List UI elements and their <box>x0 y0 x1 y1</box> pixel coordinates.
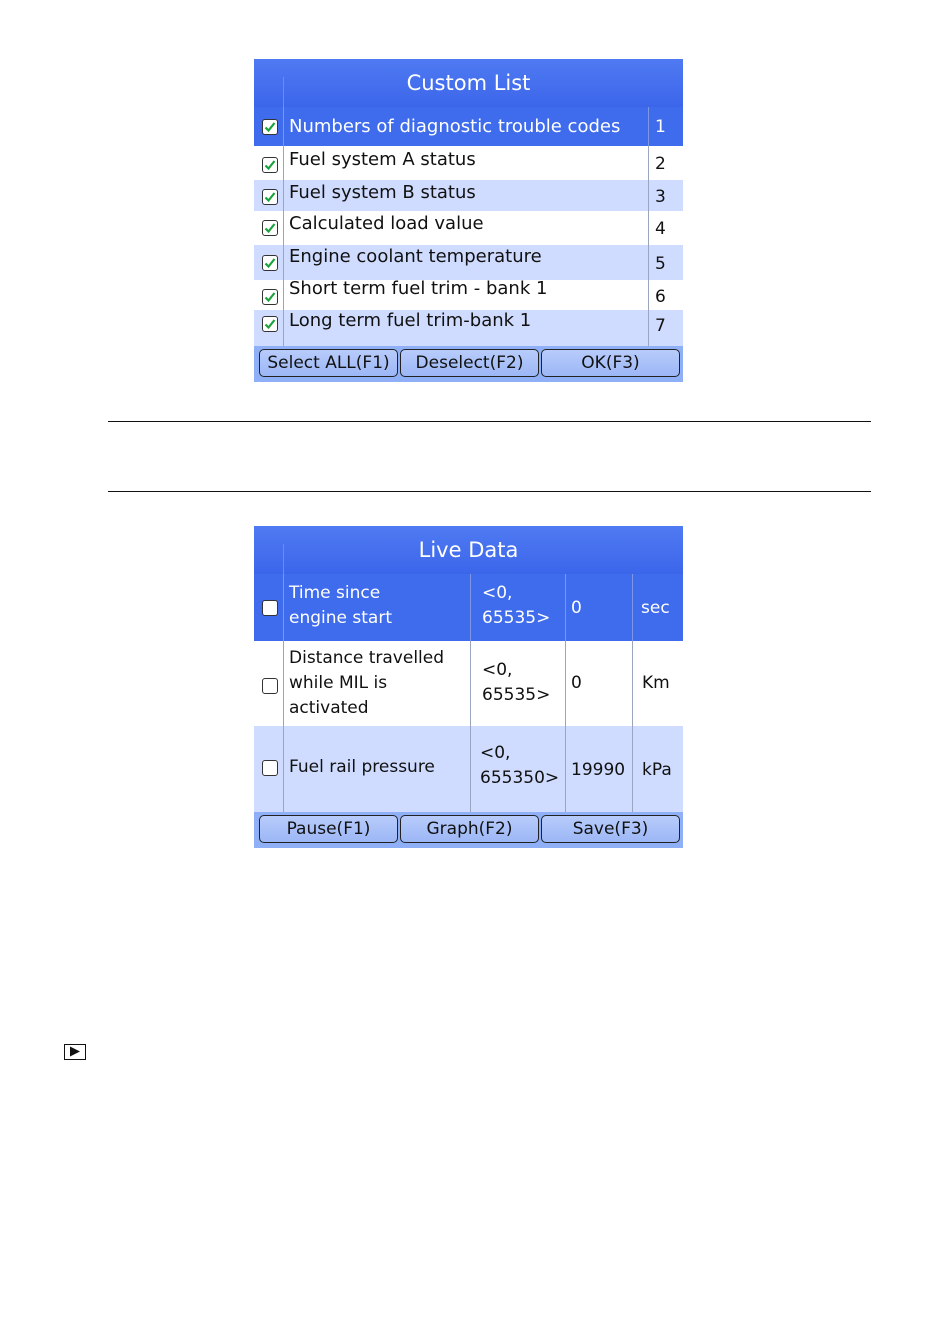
custom-list-item-label: Short term fuel trim - bank 1 <box>289 278 548 299</box>
custom-list-item[interactable] <box>254 146 683 180</box>
pid-name: Fuel rail pressure <box>289 757 435 777</box>
pid-name: Distance travelled while MIL is activated <box>289 648 445 718</box>
pid-range: <0, 65535> <box>482 660 551 705</box>
pid-unit: sec <box>641 598 670 618</box>
custom-list-item[interactable] <box>254 280 683 310</box>
checkbox-checked-icon[interactable] <box>262 189 278 205</box>
deselect-button[interactable]: Deselect(F2) <box>400 349 539 377</box>
custom-list-item-number: 3 <box>655 187 666 207</box>
select-all-button[interactable]: Select ALL(F1) <box>259 349 398 377</box>
pid-range: <0, 65535> <box>482 583 551 628</box>
pid-range: <0, 655350> <box>480 743 560 788</box>
ok-button[interactable]: OK(F3) <box>541 349 680 377</box>
pid-value: 0 <box>571 598 582 618</box>
custom-list-title: Custom List <box>406 71 531 95</box>
checkbox-checked-icon[interactable] <box>262 316 278 332</box>
live-data-row[interactable] <box>254 641 683 726</box>
play-icon <box>64 1044 86 1060</box>
divider-line <box>108 491 871 492</box>
custom-list-item-label: Fuel system B status <box>289 182 476 203</box>
live-data-title: Live Data <box>418 538 519 562</box>
pid-unit: Km <box>642 673 670 693</box>
pid-name: Time since engine start <box>289 583 392 628</box>
divider-line <box>108 421 871 422</box>
custom-list-item[interactable] <box>254 211 683 245</box>
custom-list-item-label: Fuel system A status <box>289 149 476 170</box>
checkbox-checked-icon[interactable] <box>262 119 278 135</box>
custom-list-item-number: 1 <box>655 117 666 137</box>
custom-list-item-label: Long term fuel trim-bank 1 <box>289 310 532 331</box>
pause-button[interactable]: Pause(F1) <box>259 815 398 843</box>
custom-list-item[interactable] <box>254 310 683 346</box>
checkbox-checked-icon[interactable] <box>262 289 278 305</box>
custom-list-footer <box>254 346 683 382</box>
checkbox-checked-icon[interactable] <box>262 255 278 271</box>
save-button[interactable]: Save(F3) <box>541 815 680 843</box>
checkbox-checked-icon[interactable] <box>262 157 278 173</box>
checkbox-unchecked-icon[interactable] <box>262 678 278 694</box>
pid-value: 19990 <box>571 760 626 780</box>
live-data-row[interactable] <box>254 726 683 812</box>
pid-value: 0 <box>571 673 582 693</box>
custom-list-item-number: 2 <box>655 154 666 174</box>
custom-list-item-number: 7 <box>655 316 666 336</box>
live-data-screen <box>254 526 683 848</box>
custom-list-item-label: Calculated load value <box>289 213 484 234</box>
custom-list-item-number: 5 <box>655 254 666 274</box>
custom-list-item[interactable] <box>254 107 683 146</box>
custom-list-title-bar <box>254 59 683 107</box>
checkbox-unchecked-icon[interactable] <box>262 600 278 616</box>
checkbox-checked-icon[interactable] <box>262 220 278 236</box>
checkbox-unchecked-icon[interactable] <box>262 760 278 776</box>
pid-unit: kPa <box>642 760 672 780</box>
custom-list-screen <box>254 59 683 382</box>
custom-list-item[interactable] <box>254 245 683 280</box>
live-data-row[interactable] <box>254 574 683 641</box>
custom-list-item-label: Engine coolant temperature <box>289 246 542 267</box>
custom-list-item[interactable] <box>254 180 683 211</box>
custom-list-item-number: 4 <box>655 219 666 239</box>
live-data-title-bar <box>254 526 683 574</box>
graph-button[interactable]: Graph(F2) <box>400 815 539 843</box>
custom-list-item-label: Numbers of diagnostic trouble codes <box>289 116 621 137</box>
custom-list-item-number: 6 <box>655 287 666 307</box>
live-data-footer <box>254 812 683 848</box>
